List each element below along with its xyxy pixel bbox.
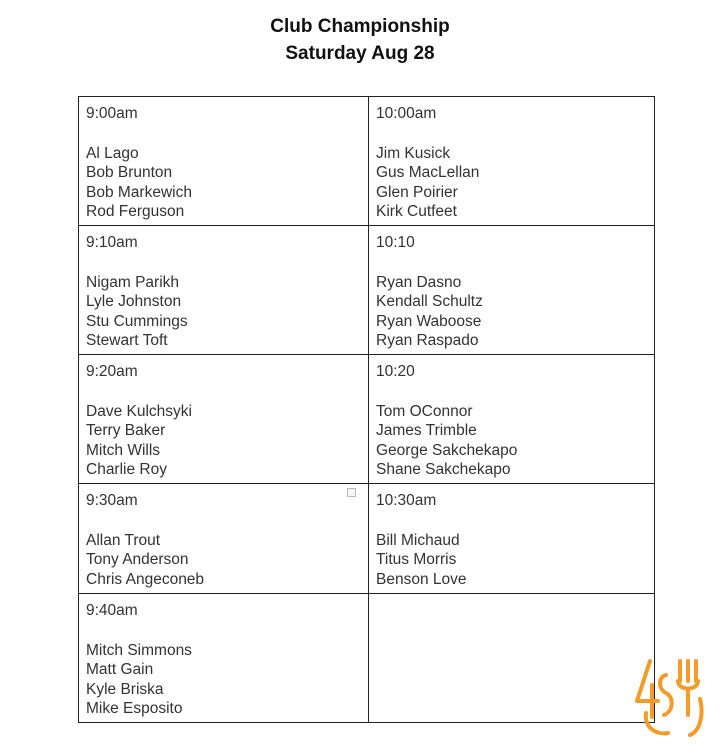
player-name: Allan Trout: [86, 531, 161, 549]
tee-time-label: 9:00am: [86, 105, 138, 122]
player-name: Tony Anderson: [86, 551, 189, 568]
table-row: [79, 355, 655, 484]
player-name: Kirk Cutfeet: [376, 203, 457, 220]
table-row: [79, 226, 655, 355]
tee-time-cell[interactable]: [79, 97, 369, 226]
page-title: Club Championship: [270, 16, 450, 37]
tee-time-cell[interactable]: [369, 484, 655, 594]
player-name: Ryan Raspado: [376, 332, 479, 349]
player-name: Mitch Wills: [86, 441, 161, 459]
player-name: Ryan Waboose: [376, 312, 482, 330]
player-name: Bill Michaud: [376, 531, 460, 549]
table-row: [79, 484, 655, 594]
player-name: Dave Kulchsyki: [86, 402, 192, 420]
player-name: James Trimble: [376, 422, 477, 439]
tee-time-label: 10:00am: [376, 105, 437, 122]
tee-time-label: 10:30am: [376, 492, 437, 509]
tee-time-label: 9:30am: [86, 492, 138, 509]
player-name: Stu Cummings: [86, 312, 188, 330]
table-row: [79, 97, 655, 226]
player-name: Terry Baker: [86, 422, 166, 439]
player-name: Glen Poirier: [376, 183, 458, 201]
player-name: Titus Morris: [376, 551, 457, 568]
tee-time-cell[interactable]: [369, 355, 655, 484]
player-name: Jim Kusick: [376, 144, 451, 162]
player-name: Charlie Roy: [86, 461, 167, 478]
tee-time-cell[interactable]: [79, 355, 369, 484]
tee-time-label: 10:10: [376, 234, 415, 251]
tee-time-cell[interactable]: [369, 226, 655, 355]
player-name: Tom OConnor: [376, 402, 473, 420]
tee-time-table: [78, 96, 655, 723]
player-name: Bob Markewich: [86, 183, 192, 201]
player-name: Shane Sakchekapo: [376, 461, 511, 478]
tee-time-cell[interactable]: [79, 594, 369, 723]
player-name: Kendall Schultz: [376, 293, 483, 310]
player-name: Mitch Simmons: [86, 641, 192, 659]
player-name: Benson Love: [376, 570, 467, 588]
tee-time-label: 9:20am: [86, 363, 138, 380]
table-handle-icon[interactable]: [347, 488, 356, 497]
tee-time-cell[interactable]: [79, 226, 369, 355]
empty-cell[interactable]: [369, 594, 655, 723]
player-name: Bob Brunton: [86, 164, 173, 181]
tee-time-label: 9:40am: [86, 602, 138, 619]
tee-time-cell[interactable]: [369, 97, 655, 226]
player-name: Matt Gain: [86, 661, 154, 678]
table-row: [79, 594, 655, 723]
player-name: Nigam Parikh: [86, 273, 180, 291]
tee-time-label: 10:20: [376, 363, 415, 380]
player-name: Lyle Johnston: [86, 293, 182, 310]
player-name: Kyle Briska: [86, 680, 164, 698]
player-name: Gus MacLellan: [376, 164, 480, 181]
fork-logo-icon: [632, 655, 704, 739]
player-name: Ryan Dasno: [376, 273, 462, 291]
player-name: Stewart Toft: [86, 332, 168, 349]
player-name: Mike Esposito: [86, 700, 183, 717]
player-name: Rod Ferguson: [86, 203, 185, 220]
tee-time-cell[interactable]: [79, 484, 369, 594]
player-name: George Sakchekapo: [376, 441, 518, 459]
tee-time-label: 9:10am: [86, 234, 138, 251]
player-name: Al Lago: [86, 144, 139, 162]
player-name: Chris Angeconeb: [86, 570, 205, 588]
page-subtitle: Saturday Aug 28: [285, 43, 435, 64]
